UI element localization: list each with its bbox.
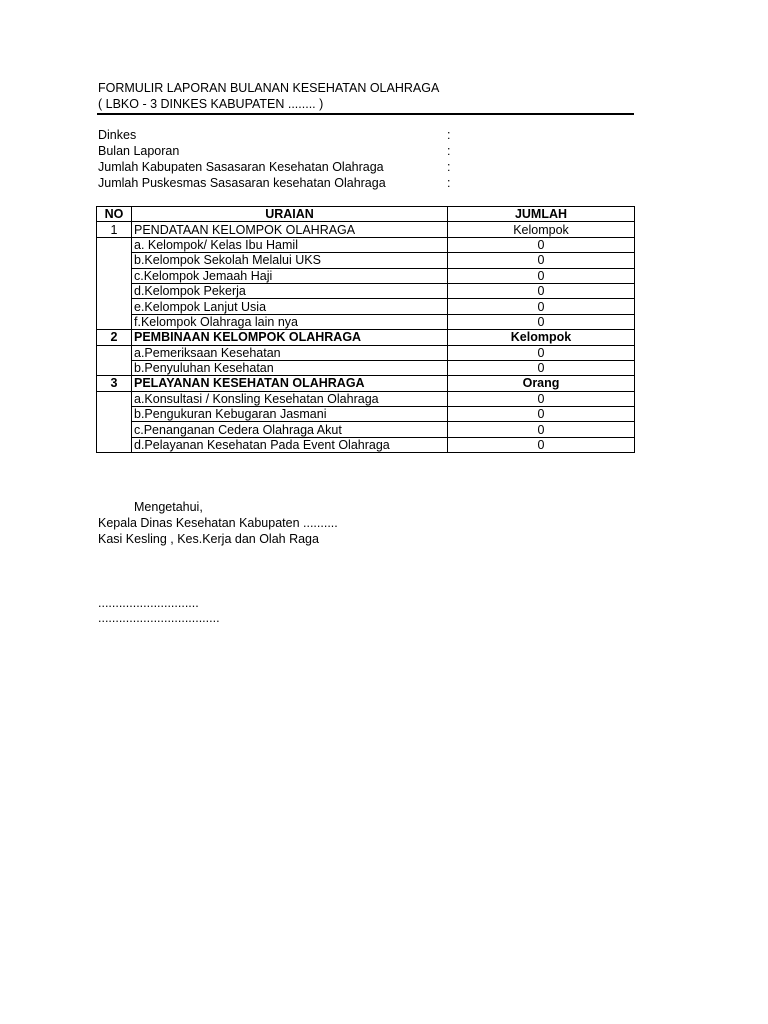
report-table bbox=[96, 206, 635, 453]
item-label: f.Kelompok Olahraga lain nya bbox=[132, 314, 448, 329]
item-label: b.Penyuluhan Kesehatan bbox=[132, 360, 448, 375]
item-value: 0 bbox=[448, 253, 635, 268]
item-label: c.Kelompok Jemaah Haji bbox=[132, 268, 448, 283]
section-title: PENDATAAN KELOMPOK OLAHRAGA bbox=[132, 222, 448, 237]
item-label: b.Pengukuran Kebugaran Jasmani bbox=[132, 407, 448, 422]
section-unit: Orang bbox=[448, 376, 635, 391]
info-colon: : bbox=[447, 160, 451, 174]
item-label: d.Pelayanan Kesehatan Pada Event Olahraga bbox=[132, 437, 448, 452]
item-value: 0 bbox=[448, 422, 635, 437]
info-label-puskesmas: Jumlah Puskesmas Sasasaran kesehatan Olahraga bbox=[98, 176, 386, 190]
section-unit: Kelompok bbox=[448, 222, 635, 237]
table-row bbox=[97, 314, 635, 329]
signature-dots-nip: ................................... bbox=[98, 611, 220, 625]
signature-line-2: Kasi Kesling , Kes.Kerja dan Olah Raga bbox=[98, 532, 319, 546]
item-value: 0 bbox=[448, 391, 635, 406]
section-title: PELAYANAN KESEHATAN OLAHRAGA bbox=[132, 376, 448, 391]
table-row bbox=[97, 237, 635, 252]
form-subtitle: ( LBKO - 3 DINKES KABUPATEN ........ ) bbox=[98, 97, 324, 111]
section-no: 2 bbox=[97, 330, 132, 345]
table-row bbox=[97, 268, 635, 283]
info-colon: : bbox=[447, 176, 451, 190]
signature-dots-name: ............................. bbox=[98, 596, 199, 610]
item-label: d.Kelompok Pekerja bbox=[132, 283, 448, 298]
item-label: a.Konsultasi / Konsling Kesehatan Olahraga bbox=[132, 391, 448, 406]
table-row bbox=[97, 391, 635, 406]
item-value: 0 bbox=[448, 407, 635, 422]
info-label-kabupaten: Jumlah Kabupaten Sasasaran Kesehatan Olahraga bbox=[98, 160, 384, 174]
section-no: 3 bbox=[97, 376, 132, 391]
item-value: 0 bbox=[448, 345, 635, 360]
section-row bbox=[97, 376, 635, 391]
info-label-bulan: Bulan Laporan bbox=[98, 144, 180, 158]
item-value: 0 bbox=[448, 268, 635, 283]
table-row bbox=[97, 345, 635, 360]
signature-mengetahui: Mengetahui, bbox=[134, 500, 203, 514]
table-header-row bbox=[97, 207, 635, 222]
section-row bbox=[97, 330, 635, 345]
info-label-dinkes: Dinkes bbox=[98, 128, 137, 142]
item-value: 0 bbox=[448, 314, 635, 329]
table-row bbox=[97, 253, 635, 268]
form-title: FORMULIR LAPORAN BULANAN KESEHATAN OLAHRAGA bbox=[98, 81, 440, 95]
empty-no-cell bbox=[97, 237, 132, 329]
item-label: a.Pemeriksaan Kesehatan bbox=[132, 345, 448, 360]
empty-no-cell bbox=[97, 391, 132, 453]
item-value: 0 bbox=[448, 299, 635, 314]
table-row bbox=[97, 422, 635, 437]
item-label: a. Kelompok/ Kelas Ibu Hamil bbox=[132, 237, 448, 252]
info-colon: : bbox=[447, 128, 451, 142]
item-value: 0 bbox=[448, 283, 635, 298]
info-colon: : bbox=[447, 144, 451, 158]
section-no: 1 bbox=[97, 222, 132, 237]
item-value: 0 bbox=[448, 360, 635, 375]
item-label: c.Penanganan Cedera Olahraga Akut bbox=[132, 422, 448, 437]
header-no: NO bbox=[97, 207, 132, 222]
section-title: PEMBINAAN KELOMPOK OLAHRAGA bbox=[132, 330, 448, 345]
table-row bbox=[97, 407, 635, 422]
section-unit: Kelompok bbox=[448, 330, 635, 345]
item-label: b.Kelompok Sekolah Melalui UKS bbox=[132, 253, 448, 268]
signature-line-1: Kepala Dinas Kesehatan Kabupaten .......... bbox=[98, 516, 338, 530]
item-value: 0 bbox=[448, 437, 635, 452]
table-row bbox=[97, 283, 635, 298]
item-value: 0 bbox=[448, 237, 635, 252]
table-row bbox=[97, 437, 635, 452]
title-underline bbox=[97, 113, 634, 115]
empty-no-cell bbox=[97, 345, 132, 376]
item-label: e.Kelompok Lanjut Usia bbox=[132, 299, 448, 314]
header-uraian: URAIAN bbox=[132, 207, 448, 222]
section-row bbox=[97, 222, 635, 237]
header-jumlah: JUMLAH bbox=[448, 207, 635, 222]
table-row bbox=[97, 360, 635, 375]
table-row bbox=[97, 299, 635, 314]
